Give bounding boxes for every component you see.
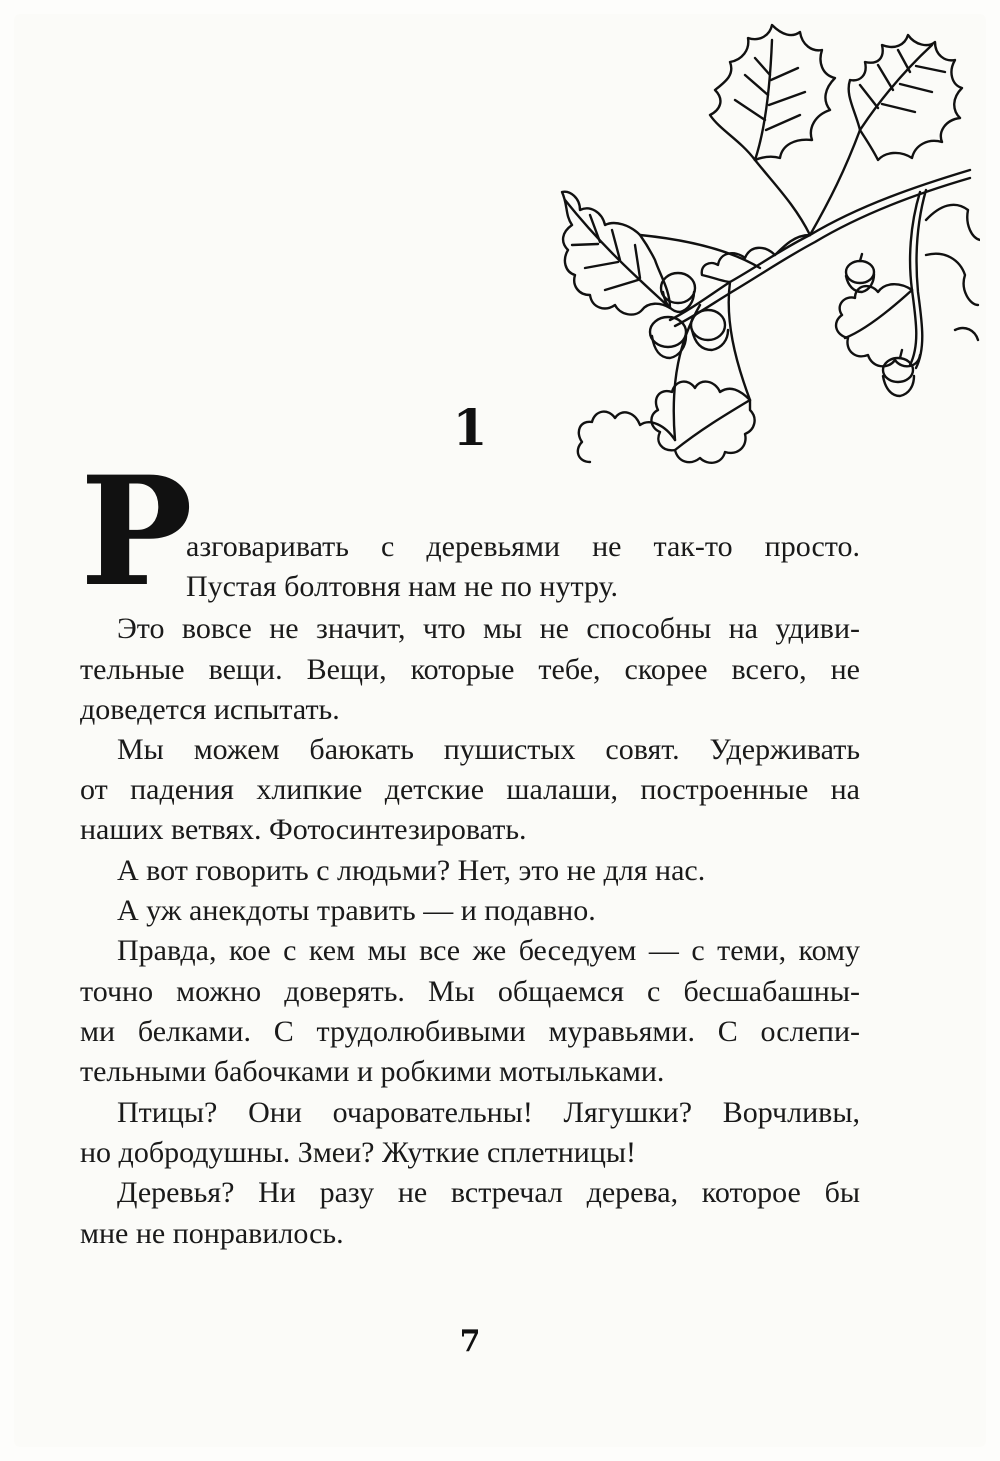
chapter-number: 1 — [452, 398, 488, 457]
text-line: Правда, кое с кем мы все же беседуем — с теми, кому — [117, 934, 860, 967]
text-line: от падения хлипкие детские шалаши, построенные на — [80, 773, 860, 806]
text-line: ми белками. С трудолюбивыми муравьями. С ослепи- — [80, 1015, 860, 1048]
text-line: азговаривать с деревьями не так-то просто. — [186, 530, 860, 563]
text-line: Это вовсе не значит, что мы не способны на удиви- — [117, 612, 860, 645]
text-line: мне не понравилось. — [80, 1217, 344, 1250]
drop-cap: Р — [80, 444, 193, 620]
text-line: точно можно доверять. Мы общаемся с бесшабашны- — [80, 975, 860, 1008]
text-line: доведется испытать. — [80, 693, 340, 726]
text-line: Пустая болтовня нам не по нутру. — [186, 570, 619, 603]
text-line: Мы можем баюкать пушистых совят. Удерживать — [117, 733, 860, 766]
text-line: А уж анекдоты травить — и подавно. — [117, 894, 596, 927]
text-line: наших ветвях. Фотосинтезировать. — [80, 813, 527, 846]
page-number: 7 — [459, 1324, 481, 1359]
text-line: но добродушны. Змеи? Жуткие сплетницы! — [80, 1136, 637, 1169]
text-line: тельные вещи. Вещи, которые тебе, скорее всего, не — [80, 653, 860, 686]
text-line: Птицы? Они очаровательны! Лягушки? Ворчливы, — [117, 1096, 860, 1129]
text-line: А вот говорить с людьми? Нет, это не для нас. — [117, 854, 706, 887]
text-line: тельными бабочками и робкими мотыльками. — [80, 1055, 665, 1088]
text-line: Деревья? Ни разу не встречал дерева, которое бы — [117, 1176, 860, 1209]
oak-branch-icon — [560, 20, 980, 470]
